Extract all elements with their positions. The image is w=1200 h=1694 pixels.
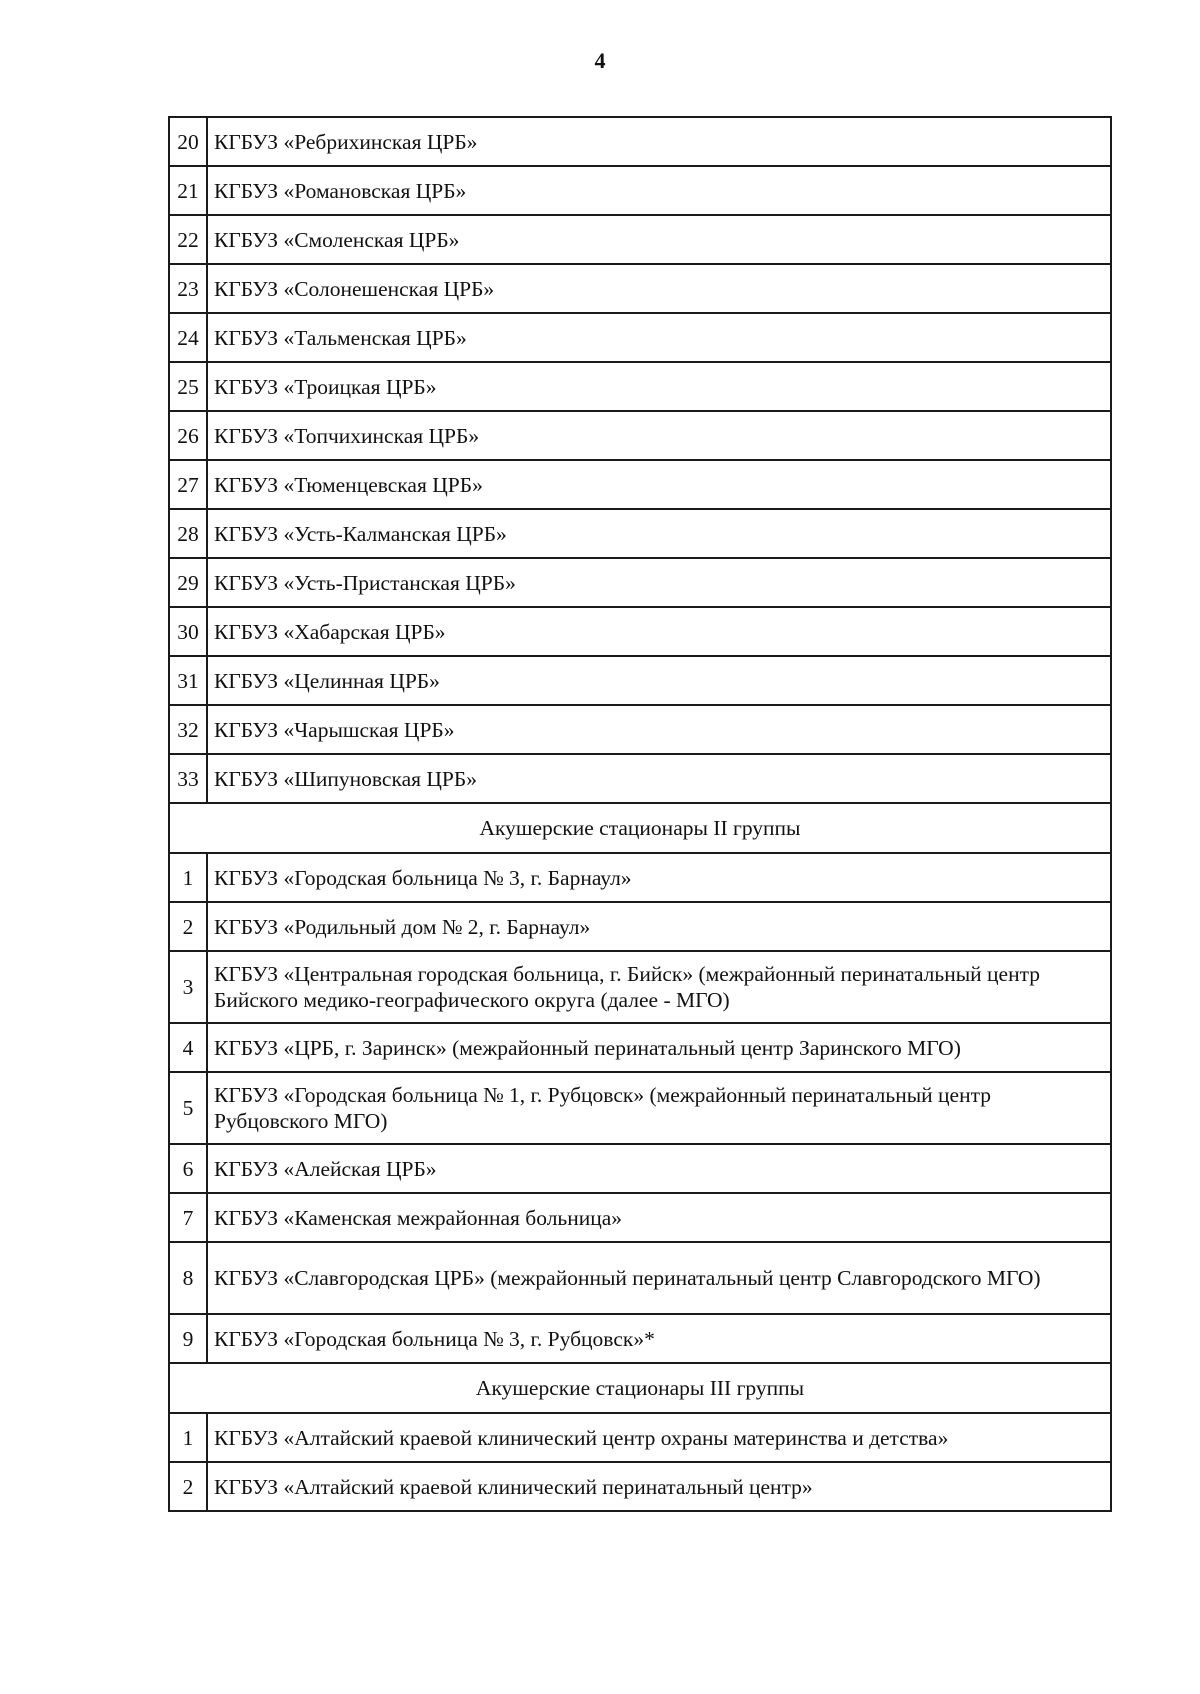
- hospital-name: КГБУЗ «Смоленская ЦРБ»: [207, 215, 1111, 264]
- row-number: 25: [169, 362, 207, 411]
- group-heading: Акушерские стационары III группы: [169, 1363, 1111, 1413]
- group-heading-row: [169, 1363, 1111, 1413]
- row-number: 32: [169, 705, 207, 754]
- table-row: [169, 754, 1111, 803]
- table-row: [169, 705, 1111, 754]
- table-row: [169, 1413, 1111, 1462]
- row-number: 2: [169, 1462, 207, 1511]
- row-number: 28: [169, 509, 207, 558]
- row-number: 3: [169, 951, 207, 1023]
- hospital-name: КГБУЗ «Родильный дом № 2, г. Барнаул»: [207, 902, 1111, 951]
- hospital-name: КГБУЗ «Чарышская ЦРБ»: [207, 705, 1111, 754]
- hospital-name: КГБУЗ «Усть-Пристанская ЦРБ»: [207, 558, 1111, 607]
- row-number: 27: [169, 460, 207, 509]
- row-number: 33: [169, 754, 207, 803]
- hospital-name: КГБУЗ «Городская больница № 3, г. Барнаул»: [207, 853, 1111, 902]
- row-number: 30: [169, 607, 207, 656]
- hospital-table: [168, 116, 1112, 1512]
- table-row: [169, 1462, 1111, 1511]
- table-row: [169, 902, 1111, 951]
- row-number: 1: [169, 853, 207, 902]
- table-row: [169, 460, 1111, 509]
- table-row: [169, 362, 1111, 411]
- hospital-name: КГБУЗ «Городская больница № 3, г. Рубцовск»*: [207, 1314, 1111, 1363]
- row-number: 24: [169, 313, 207, 362]
- table-row: [169, 1144, 1111, 1193]
- table-row: [169, 1193, 1111, 1242]
- row-number: 9: [169, 1314, 207, 1363]
- table-row: [169, 1242, 1111, 1314]
- row-number: 7: [169, 1193, 207, 1242]
- hospital-name: КГБУЗ «Тюменцевская ЦРБ»: [207, 460, 1111, 509]
- row-number: 2: [169, 902, 207, 951]
- row-number: 5: [169, 1072, 207, 1144]
- table-row: [169, 509, 1111, 558]
- row-number: 6: [169, 1144, 207, 1193]
- hospital-name: КГБУЗ «Алтайский краевой клинический перинатальный центр»: [207, 1462, 1111, 1511]
- hospital-name: КГБУЗ «Солонешенская ЦРБ»: [207, 264, 1111, 313]
- hospital-name: КГБУЗ «ЦРБ, г. Заринск» (межрайонный перинатальный центр Заринского МГО): [207, 1023, 1111, 1072]
- table-row: [169, 264, 1111, 313]
- row-number: 4: [169, 1023, 207, 1072]
- page-number: 4: [594, 48, 606, 73]
- group-heading-row: [169, 803, 1111, 853]
- row-number: 31: [169, 656, 207, 705]
- table-row: [169, 853, 1111, 902]
- table-row: [169, 1314, 1111, 1363]
- group-heading: Акушерские стационары II группы: [169, 803, 1111, 853]
- row-number: 20: [169, 117, 207, 166]
- row-number: 8: [169, 1242, 207, 1314]
- hospital-name: КГБУЗ «Топчихинская ЦРБ»: [207, 411, 1111, 460]
- hospital-name: КГБУЗ «Целинная ЦРБ»: [207, 656, 1111, 705]
- hospital-name: КГБУЗ «Каменская межрайонная больница»: [207, 1193, 1111, 1242]
- table-row: [169, 117, 1111, 166]
- row-number: 29: [169, 558, 207, 607]
- hospital-name: КГБУЗ «Романовская ЦРБ»: [207, 166, 1111, 215]
- row-number: 26: [169, 411, 207, 460]
- row-number: 23: [169, 264, 207, 313]
- hospital-name: КГБУЗ «Ребрихинская ЦРБ»: [207, 117, 1111, 166]
- row-number: 22: [169, 215, 207, 264]
- row-number: 1: [169, 1413, 207, 1462]
- hospital-name: КГБУЗ «Алейская ЦРБ»: [207, 1144, 1111, 1193]
- table-row: [169, 215, 1111, 264]
- hospital-name: КГБУЗ «Усть-Калманская ЦРБ»: [207, 509, 1111, 558]
- hospital-name: КГБУЗ «Шипуновская ЦРБ»: [207, 754, 1111, 803]
- hospital-name: КГБУЗ «Алтайский краевой клинический центр охраны материнства и детства»: [207, 1413, 1111, 1462]
- table-row: [169, 558, 1111, 607]
- hospital-name: КГБУЗ «Славгородская ЦРБ» (межрайонный перинатальный центр Славгородского МГО): [207, 1242, 1111, 1314]
- table-row: [169, 951, 1111, 1023]
- hospital-name: КГБУЗ «Центральная городская больница, г. Бийск» (межрайонный перинатальный центр Бийского медико-географического округа (далее - МГО): [207, 951, 1111, 1023]
- table-row: [169, 313, 1111, 362]
- table-row: [169, 1023, 1111, 1072]
- hospital-name: КГБУЗ «Городская больница № 1, г. Рубцовск» (межрайонный перинатальный центр Рубцовского МГО): [207, 1072, 1111, 1144]
- table-row: [169, 1072, 1111, 1144]
- table-row: [169, 166, 1111, 215]
- hospital-name: КГБУЗ «Тальменская ЦРБ»: [207, 313, 1111, 362]
- table-row: [169, 607, 1111, 656]
- table-row: [169, 656, 1111, 705]
- hospital-name: КГБУЗ «Троицкая ЦРБ»: [207, 362, 1111, 411]
- table-row: [169, 411, 1111, 460]
- row-number: 21: [169, 166, 207, 215]
- hospital-name: КГБУЗ «Хабарская ЦРБ»: [207, 607, 1111, 656]
